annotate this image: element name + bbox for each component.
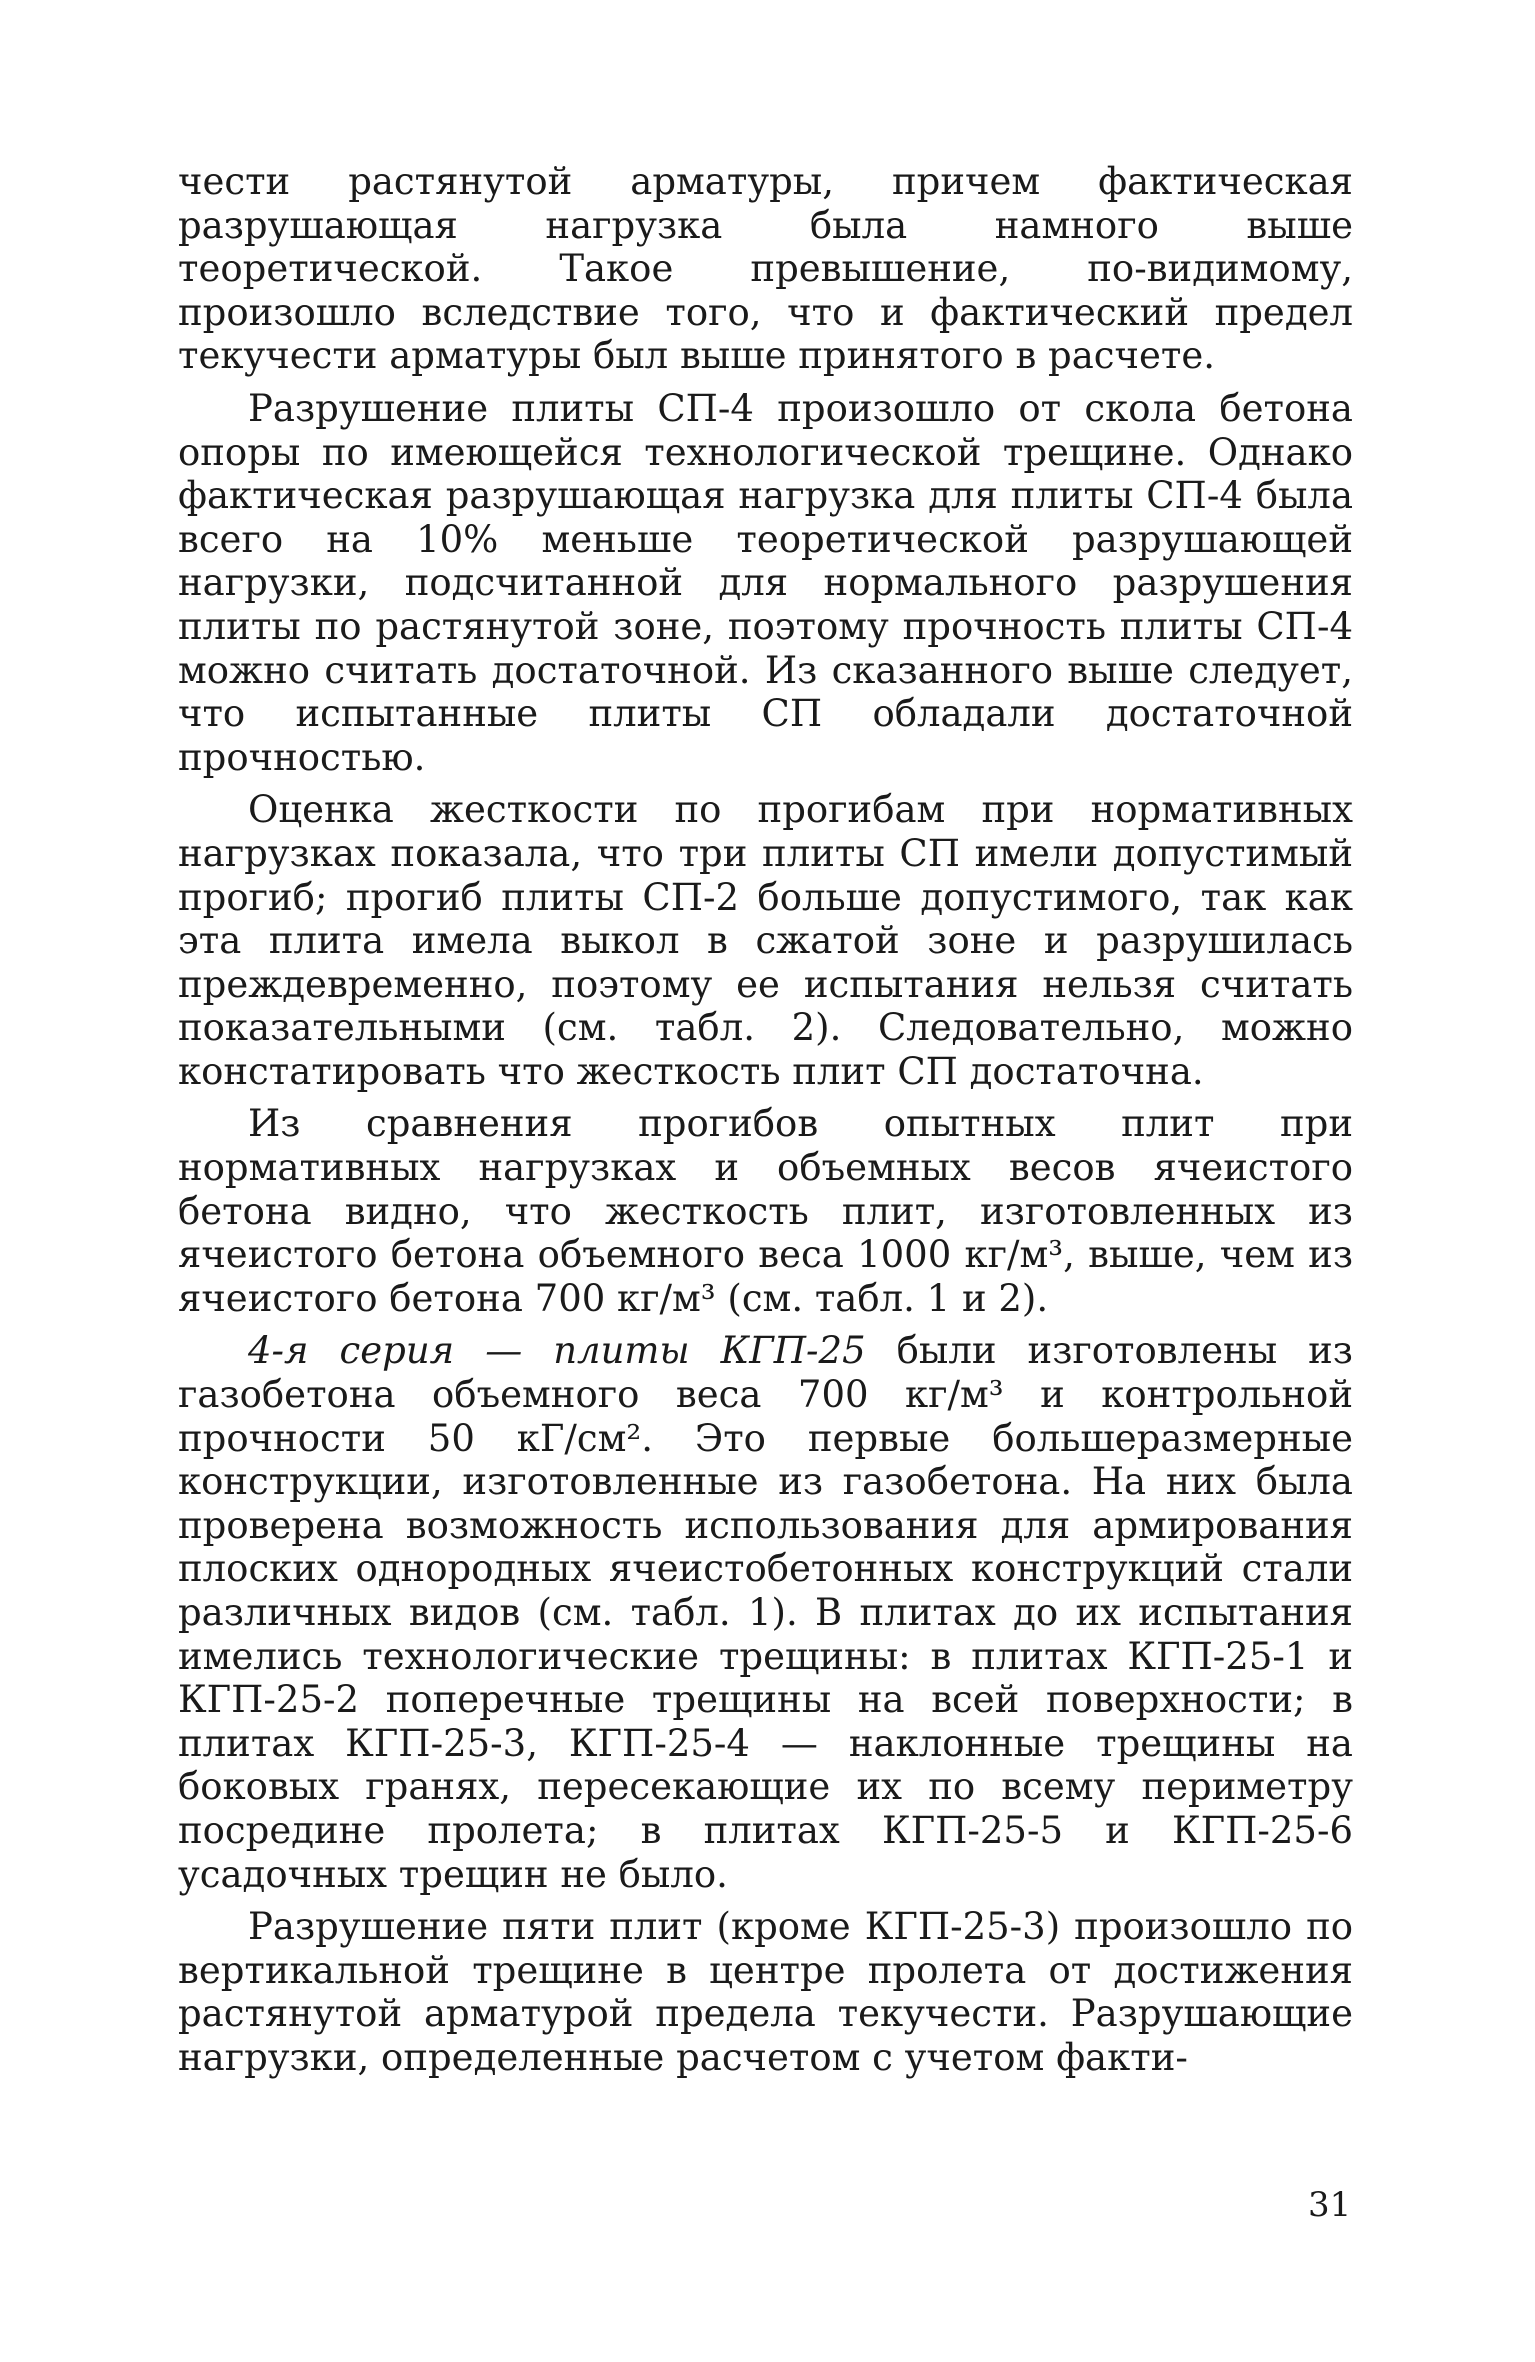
paragraph-4 [178,1102,1353,1320]
paragraph-6 [178,1905,1353,2079]
paragraph-3 [178,788,1353,1093]
series-heading: 4-я серия — плиты КГП-25 [248,1329,866,1373]
paragraph-3-text: Оценка жесткости по прогибам при нормативных нагрузках показала, что три плиты СП имели допустимый прогиб; прогиб плиты СП-2 больше допустимого, так как эта плита имела выкол в сжатой зоне и разрушилась преждевременно, поэтому ее испытания нельзя считать показательными (см. табл. 2). Следовательно, можно констатировать что жесткость плит СП достаточна. [178,788,1353,1093]
body-text [178,160,1353,2089]
paragraph-2 [178,387,1353,779]
paragraph-5 [178,1329,1353,1896]
paragraph-4-text: Из сравнения прогибов опытных плит при нормативных нагрузках и объемных весов ячеистого бетона видно, что жесткость плит, изготовленных из ячеистого бетона объемного веса 1000 кг/м³, выше, чем из ячеистого бетона 700 кг/м³ (см. табл. 1 и 2). [178,1102,1353,1320]
paragraph-2-text: Разрушение плиты СП-4 произошло от скола бетона опоры по имеющейся технологической трещине. Однако фактическая разрушающая нагрузка для плиты СП-4 была всего на 10% меньше теоретической разрушающей нагрузки, подсчитанной для нормального разрушения плиты по растянутой зоне, поэтому прочность плиты СП-4 можно считать достаточной. Из сказанного выше следует, что испытанные плиты СП обладали достаточной прочностью. [178,386,1353,779]
paragraph-6-text: Разрушение пяти плит (кроме КГП-25-3) произошло по вертикальной трещине в центре пролета от достижения растянутой арматурой предела текучести. Разрушающие нагрузки, определенные расчетом с учетом факти- [178,1905,1353,2079]
paragraph-1-text: чести растянутой арматуры, причем фактическая разрушающая нагрузка была намного выше теоретической. Такое превышение, по-видимому, произошло вследствие того, что и фактический предел текучести арматуры был выше принятого в расчете. [178,160,1353,378]
paragraph-5-text: были изготовлены из газобетона объемного веса 700 кг/м³ и контрольной прочности 50 кГ/см². Это первые большеразмерные конструкции, изготовленные из газобетона. На них была проверена возможность использования для армирования плоских однородных ячеистобетонных конструкций стали различных видов (см. табл. 1). В плитах до их испытания имелись технологические трещины: в плитах КГП-25-1 и КГП-25-2 поперечные трещины на всей поверхности; в плитах КГП-25-3, КГП-25-4 — наклонные трещины на боковых гранях, пересекающие их по всему периметру посредине пролета; в плитах КГП-25-5 и КГП-25-6 усадочных трещин не было. [178,1329,1353,1896]
paragraph-1 [178,160,1353,378]
page-number: 31 [1308,2185,1352,2225]
